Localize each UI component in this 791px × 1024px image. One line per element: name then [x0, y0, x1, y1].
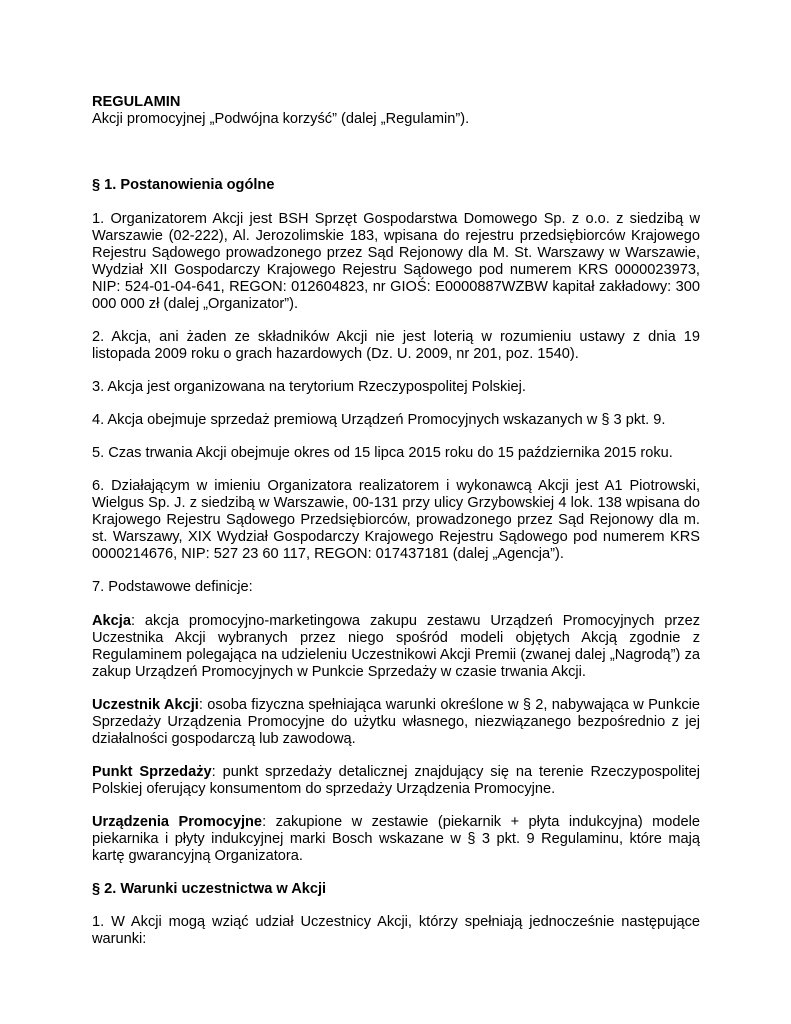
- definition-term: Punkt Sprzedaży: [92, 764, 212, 780]
- definition-akcja: [92, 613, 700, 681]
- definition-term: Akcja: [92, 613, 131, 629]
- section-1-paragraph-1: 1. Organizatorem Akcji jest BSH Sprzęt Gospodarstwa Domowego Sp. z o.o. z siedzibą w Warszawie (02-222), Al. Jerozolimskie 183, wpisana do rejestru przedsiębiorców Krajowego Rejestru Sądowego prowadzonego przez Sąd Rejonowy dla M. St. Warszawy w Warszawie, Wydział XII Gospodarczy Krajowego Rejestru Sądowego pod numerem KRS 0000023973, NIP: 524-01-04-641, REGON: 012604823, nr GIOŚ: E0000887WZBW kapitał zakładowy: 300 000 000 zł (dalej „Organizator”).: [92, 211, 700, 312]
- section-1-heading: § 1. Postanowienia ogólne: [92, 177, 275, 193]
- definition-uczestnik-akcji: [92, 697, 700, 748]
- definition-text: : akcja promocyjno-marketingowa zakupu zestawu Urządzeń Promocyjnych przez Uczestnika Akcji wybranych przez niego spośród modeli objętych Akcją zgodnie z Regulaminem polegająca na udzieleniu Uczestnikowi Akcji Premii (zwanej dalej „Nagrodą”) za zakup Urządzeń Promocyjnych w Punkcie Sprzedaży w czasie trwania Akcji.: [92, 613, 700, 680]
- section-1-paragraph-7: 7. Podstawowe definicje:: [92, 579, 253, 595]
- section-2-paragraph-1: 1. W Akcji mogą wziąć udział Uczestnicy Akcji, którzy spełniają jednocześnie następujące warunki:: [92, 914, 700, 947]
- section-1-paragraph-2: 2. Akcja, ani żaden ze składników Akcji nie jest loterią w rozumieniu ustawy z dnia 19 listopada 2009 roku o grach hazardowych (Dz. U. 2009, nr 201, poz. 1540).: [92, 329, 700, 362]
- section-1-paragraph-4: 4. Akcja obejmuje sprzedaż premiową Urządzeń Promocyjnych wskazanych w § 3 pkt. 9.: [92, 412, 666, 428]
- definition-text: : zakupione w zestawie (piekarnik + płyta indukcyjna) modele piekarnika i płyty indukcyjnej marki Bosch wskazane w § 3 pkt. 9 Regulaminu, które mają kartę gwarancyjną Organizatora.: [92, 814, 701, 864]
- document-title: REGULAMIN: [92, 94, 181, 110]
- definition-text: : punkt sprzedaży detalicznej znajdujący się na terenie Rzeczypospolitej Polskiej oferujący konsumentom do sprzedaży Urządzenia Promocyjne.: [92, 764, 700, 797]
- section-2-heading: § 2. Warunki uczestnictwa w Akcji: [92, 881, 327, 897]
- section-1-paragraph-5: 5. Czas trwania Akcji obejmuje okres od 15 lipca 2015 roku do 15 października 2015 roku.: [92, 445, 673, 461]
- section-1-paragraph-6: 6. Działającym w imieniu Organizatora realizatorem i wykonawcą Akcji jest A1 Piotrowski, Wielgus Sp. J. z siedzibą w Warszawie, 00-131 przy ulicy Grzybowskiej 4 lok. 138 wpisana do Krajowego Rejestru Sądowego Przedsiębiorców, prowadzonego przez Sąd Rejonowy dla m. st. Warszawy, XIX Wydział Gospodarczy Krajowego Rejestru Sądowego pod numerem KRS 0000214676, NIP: 527 23 60 117, REGON: 017437181 (dalej „Agencja”).: [92, 478, 700, 562]
- definition-term: Urządzenia Promocyjne: [92, 814, 263, 830]
- definition-urzadzenia-promocyjne: [92, 814, 700, 865]
- document-subtitle: Akcji promocyjnej „Podwójna korzyść” (dalej „Regulamin”).: [92, 111, 470, 127]
- definition-text: : osoba fizyczna spełniająca warunki określone w § 2, nabywająca w Punkcie Sprzedaży Urządzenia Promocyjne do użytku własnego, niezwiązanego bezpośrednio z jej działalności gospodarczą lub zawodową.: [92, 697, 700, 747]
- definition-punkt-sprzedazy: [92, 764, 700, 798]
- definition-term: Uczestnik Akcji: [92, 697, 199, 713]
- section-1-paragraph-3: 3. Akcja jest organizowana na terytorium Rzeczypospolitej Polskiej.: [92, 379, 526, 395]
